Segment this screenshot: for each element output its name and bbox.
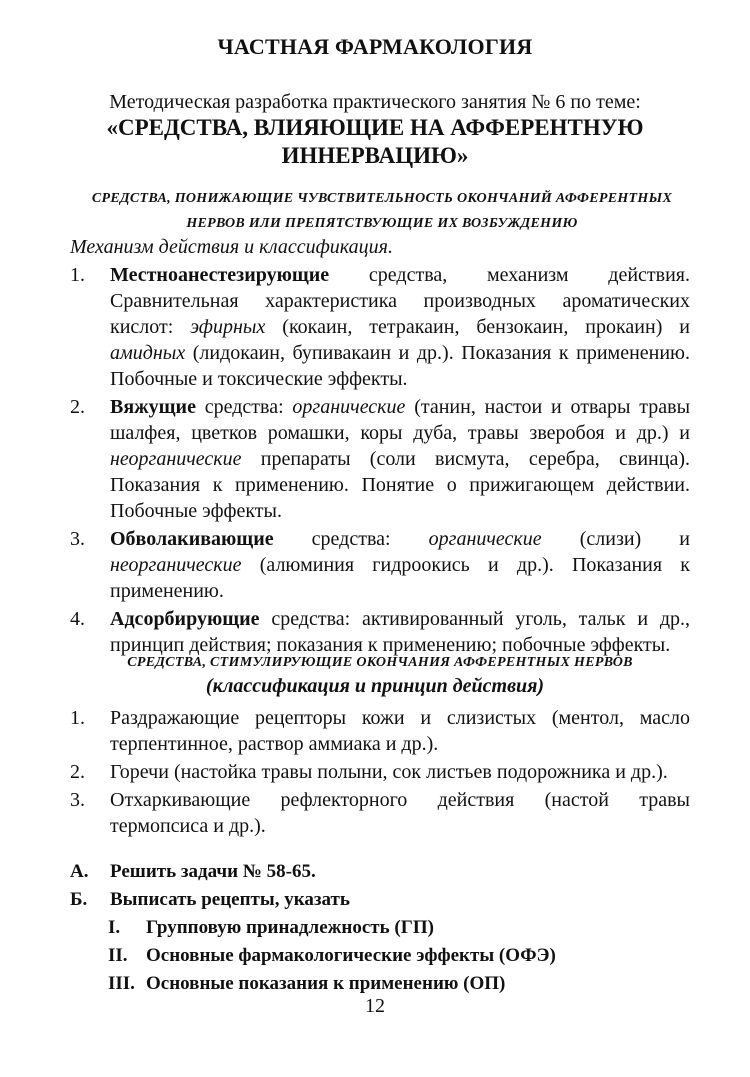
page-number: 12: [365, 995, 385, 1017]
text-run: средства:: [195, 396, 293, 418]
text-run: (слизи) и: [541, 528, 690, 550]
sub-item-text: Основные фармакологические эффекты (ОФЭ): [146, 945, 556, 966]
term-bold: Вяжущие: [110, 396, 196, 418]
list-item-number: 2.: [70, 396, 85, 418]
list-item-text: Горечи (настойка травы полыни, сок листьев подорожника и др.).: [110, 761, 668, 783]
text-run: средства:: [273, 528, 429, 550]
list-item: [70, 262, 690, 392]
sub-item-number: II.: [108, 945, 128, 966]
list-item: [70, 787, 690, 839]
term-italic: органические: [428, 528, 542, 550]
term-italic: органические: [292, 396, 406, 418]
sub-item-number: III.: [108, 973, 135, 994]
page-title: ЧАСТНАЯ ФАРМАКОЛОГИЯ: [217, 34, 533, 59]
task-b-text: Выписать рецепты, указать: [110, 889, 350, 910]
list-item: [70, 394, 690, 524]
term-bold: Местноанестезирующие: [110, 264, 330, 286]
task-b: [70, 886, 690, 914]
term-italic: неорганические: [110, 448, 242, 470]
list-item-number: 1.: [70, 707, 85, 729]
task-b-sub-item: [70, 914, 690, 942]
section1-heading: СРЕДСТВА, ПОНИЖАЮЩИЕ ЧУВСТВИТЕЛЬНОСТЬ ОКОНЧАНИЙ АФФЕРЕНТНЫХ НЕРВОВ ИЛИ ПРЕПЯТСТВУЮЩИЕ ИХ ВОЗБУЖДЕНИЮ: [91, 191, 673, 231]
text-run: (лидокаин, бупивакаин и др.). Показания к применению. Побочные и токсические эффекты.: [110, 342, 690, 390]
text-run: (алюминия гидроокись и др.). Показания к применению.: [110, 554, 690, 602]
task-a-label: А.: [70, 861, 89, 882]
section2-heading: СРЕДСТВА, СТИМУЛИРУЮЩИЕ ОКОНЧАНИЯ АФФЕРЕНТНЫХ НЕРВОВ: [127, 655, 633, 670]
list-item: [70, 526, 690, 604]
section1-list: [70, 262, 690, 660]
task-b-label: Б.: [70, 889, 88, 910]
lesson-topic: «СРЕДСТВА, ВЛИЯЮЩИЕ НА АФФЕРЕНТНУЮ ИННЕРВАЦИЮ»: [106, 115, 644, 168]
list-item-number: 4.: [70, 608, 85, 630]
list-item-number: 3.: [70, 789, 85, 811]
list-item-number: 3.: [70, 528, 85, 550]
section1-intro: Механизм действия и классификация.: [70, 236, 393, 258]
list-item-text: [110, 264, 690, 390]
term-bold: Обволакивающие: [110, 528, 274, 550]
section2-list: [70, 705, 690, 841]
list-item-text: [110, 396, 690, 522]
task-b-sub-item: [70, 970, 690, 998]
term-bold: Адсорбирующие: [110, 608, 260, 630]
list-item-number: 2.: [70, 761, 85, 783]
task-a-text: Решить задачи № 58-65.: [110, 861, 316, 882]
list-item-text: Раздражающие рецепторы кожи и слизистых (ментол, масло терпентинное, раствор аммиака и др.).: [110, 707, 690, 755]
text-run: (танин, настои и отвары травы шалфея, цветков ромашки, коры дуба, травы зверобоя и др.) и: [110, 396, 691, 444]
list-item: [70, 759, 690, 785]
task-a: [70, 858, 690, 886]
list-item-number: 1.: [70, 264, 85, 286]
term-italic: эфирных: [190, 316, 266, 338]
list-item-text: Отхаркивающие рефлекторного действия (настой травы термопсиса и др.).: [110, 789, 690, 837]
text-run: средства, механизм действия. Сравнительная характеристика производных ароматических кислот:: [110, 264, 690, 338]
sub-item-text: Основные показания к применению (ОП): [146, 973, 506, 994]
text-run: (кокаин, тетракаин, бензокаин, прокаин) и: [265, 316, 690, 338]
list-item-text: [110, 608, 690, 656]
sub-item-number: I.: [108, 917, 121, 938]
section2-subheading: (классификация и принцип действия): [205, 675, 545, 697]
list-item: [70, 705, 690, 757]
sub-item-text: Групповую принадлежность (ГП): [146, 917, 434, 938]
text-run: средства: активированный уголь, тальк и др., принцип действия; показания к применению; побочные эффекты.: [110, 608, 690, 656]
term-italic: неорганические: [110, 554, 242, 576]
list-item-text: [110, 528, 690, 602]
text-run: препараты (соли висмута, серебра, свинца). Показания к применению. Понятие о прижигающем действии. Побочные эффекты.: [110, 448, 690, 522]
task-b-sub-item: [70, 942, 690, 970]
lesson-subtitle: Методическая разработка практического занятия № 6 по теме:: [109, 91, 641, 113]
term-italic: амидных: [110, 342, 186, 364]
assignments: [70, 858, 690, 998]
